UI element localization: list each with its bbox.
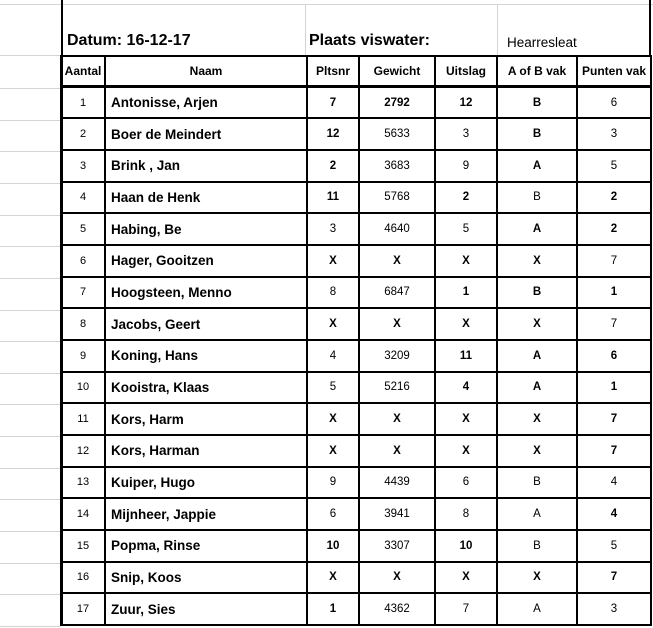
cell-punten[interactable]: 6 [577, 87, 651, 119]
cell-aantal[interactable]: 16 [61, 562, 105, 594]
cell-pltsnr[interactable]: X [307, 245, 359, 277]
col-header-a-of-b-vak[interactable]: A of B vak [497, 56, 577, 87]
gridline [0, 404, 61, 405]
cell-pltsnr[interactable]: 1 [307, 593, 359, 625]
col-header-aantal[interactable]: Aantal [61, 56, 105, 87]
cell-naam[interactable]: Kuiper, Hugo [105, 467, 307, 499]
results-table-wrap [60, 55, 652, 626]
cell-punten[interactable]: 7 [577, 308, 651, 340]
cell-pltsnr[interactable]: 10 [307, 530, 359, 562]
cell-naam[interactable]: Hoogsteen, Menno [105, 277, 307, 309]
cell-gewicht[interactable]: X [359, 308, 435, 340]
cell-pltsnr[interactable]: X [307, 435, 359, 467]
cell-vak[interactable]: X [497, 245, 577, 277]
cell-punten[interactable]: 2 [577, 182, 651, 214]
cell-vak[interactable]: B [497, 118, 577, 150]
cell-aantal[interactable]: 12 [61, 435, 105, 467]
cell-punten[interactable]: 3 [577, 593, 651, 625]
table-row [61, 118, 651, 150]
cell-aantal[interactable]: 1 [61, 87, 105, 119]
cell-aantal[interactable]: 11 [61, 403, 105, 435]
cell-vak[interactable]: X [497, 562, 577, 594]
cell-naam[interactable]: Hager, Gooitzen [105, 245, 307, 277]
cell-uitslag[interactable]: X [435, 403, 497, 435]
gridline [0, 531, 61, 532]
cell-naam[interactable]: Haan de Henk [105, 182, 307, 214]
cell-aantal[interactable]: 2 [61, 118, 105, 150]
cell-pltsnr[interactable]: 4 [307, 340, 359, 372]
cell-uitslag[interactable]: 5 [435, 213, 497, 245]
cell-aantal[interactable]: 8 [61, 308, 105, 340]
header-row [61, 56, 651, 87]
cell-gewicht[interactable]: 2792 [359, 87, 435, 119]
gridline [0, 55, 61, 56]
gridline [0, 499, 61, 500]
cell-pltsnr[interactable]: X [307, 308, 359, 340]
gridline [0, 183, 61, 184]
cell-pltsnr[interactable]: 7 [307, 87, 359, 119]
cell-uitslag[interactable]: X [435, 245, 497, 277]
cell-punten[interactable]: 1 [577, 277, 651, 309]
cell-punten[interactable]: 4 [577, 498, 651, 530]
datum-cell[interactable] [63, 4, 305, 55]
cell-vak[interactable]: B [497, 182, 577, 214]
cell-gewicht[interactable]: X [359, 435, 435, 467]
table-row [61, 245, 651, 277]
cell-gewicht[interactable]: 4362 [359, 593, 435, 625]
cell-uitslag[interactable]: 11 [435, 340, 497, 372]
cell-punten[interactable]: 1 [577, 372, 651, 404]
cell-gewicht[interactable]: 5216 [359, 372, 435, 404]
cell-vak[interactable]: X [497, 308, 577, 340]
gridline [0, 468, 61, 469]
cell-uitslag[interactable]: 9 [435, 150, 497, 182]
cell-gewicht[interactable]: 3683 [359, 150, 435, 182]
gridline [0, 278, 61, 279]
table-row [61, 87, 651, 119]
cell-uitslag[interactable]: 1 [435, 277, 497, 309]
cell-gewicht[interactable]: 6847 [359, 277, 435, 309]
cell-gewicht[interactable]: X [359, 245, 435, 277]
cell-gewicht[interactable]: 3307 [359, 530, 435, 562]
cell-gewicht[interactable]: 4640 [359, 213, 435, 245]
cell-naam[interactable]: Snip, Koos [105, 562, 307, 594]
cell-vak[interactable]: A [497, 213, 577, 245]
gridline [0, 436, 61, 437]
cell-aantal[interactable]: 3 [61, 150, 105, 182]
cell-vak[interactable]: A [497, 498, 577, 530]
table-row [61, 403, 651, 435]
cell-aantal[interactable]: 17 [61, 593, 105, 625]
cell-aantal[interactable]: 15 [61, 530, 105, 562]
plaats-viswater-label: Plaats viswater: [309, 32, 430, 49]
gridline [0, 594, 61, 595]
table-row [61, 498, 651, 530]
table-row [61, 150, 651, 182]
gridline [0, 246, 61, 247]
cell-vak[interactable]: A [497, 593, 577, 625]
cell-naam[interactable]: Popma, Rinse [105, 530, 307, 562]
cell-naam[interactable]: Zuur, Sies [105, 593, 307, 625]
table-right-border [649, 0, 651, 56]
table-row [61, 467, 651, 499]
gridline [0, 151, 61, 152]
cell-vak[interactable]: A [497, 340, 577, 372]
cell-vak[interactable]: B [497, 87, 577, 119]
cell-naam[interactable]: Koning, Hans [105, 340, 307, 372]
cell-naam[interactable]: Habing, Be [105, 213, 307, 245]
cell-aantal[interactable]: 9 [61, 340, 105, 372]
datum-row [63, 4, 649, 55]
cell-vak[interactable]: B [497, 277, 577, 309]
col-header-pltsnr[interactable]: Pltsnr [307, 56, 359, 87]
cell-uitslag[interactable]: X [435, 562, 497, 594]
cell-vak[interactable]: B [497, 467, 577, 499]
table-row [61, 308, 651, 340]
cell-vak[interactable]: A [497, 150, 577, 182]
col-header-uitslag[interactable]: Uitslag [435, 56, 497, 87]
viswater-name-cell[interactable] [497, 4, 649, 55]
cell-gewicht[interactable]: 3941 [359, 498, 435, 530]
gridline [0, 310, 61, 311]
table-row [61, 213, 651, 245]
cell-vak[interactable]: A [497, 372, 577, 404]
cell-naam[interactable]: Boer de Meindert [105, 118, 307, 150]
cell-pltsnr[interactable]: X [307, 403, 359, 435]
cell-vak[interactable]: B [497, 530, 577, 562]
cell-uitslag[interactable]: 12 [435, 87, 497, 119]
datum-label: Datum: 16-12-17 [67, 32, 191, 49]
cell-uitslag[interactable]: 6 [435, 467, 497, 499]
viswater-name: Hearresleat [507, 35, 577, 50]
gridline [0, 626, 61, 627]
cell-punten[interactable]: 7 [577, 245, 651, 277]
gridline [0, 341, 61, 342]
table-row [61, 530, 651, 562]
cell-gewicht[interactable]: 5768 [359, 182, 435, 214]
cell-pltsnr[interactable]: 3 [307, 213, 359, 245]
cell-naam[interactable]: Jacobs, Geert [105, 308, 307, 340]
cell-naam[interactable]: Kors, Harm [105, 403, 307, 435]
cell-punten[interactable]: 4 [577, 467, 651, 499]
cell-punten[interactable]: 3 [577, 118, 651, 150]
cell-punten[interactable]: 6 [577, 340, 651, 372]
results-table [60, 55, 652, 626]
gridline [0, 563, 61, 564]
table-body [61, 87, 651, 626]
table-row [61, 593, 651, 625]
cell-pltsnr[interactable]: X [307, 562, 359, 594]
cell-uitslag[interactable]: 3 [435, 118, 497, 150]
cell-gewicht[interactable]: X [359, 562, 435, 594]
cell-gewicht[interactable]: 3209 [359, 340, 435, 372]
table-row [61, 277, 651, 309]
table-row [61, 182, 651, 214]
table-row [61, 340, 651, 372]
cell-punten[interactable]: 5 [577, 530, 651, 562]
plaats-viswater-cell[interactable] [305, 4, 497, 55]
cell-pltsnr[interactable]: 6 [307, 498, 359, 530]
cell-pltsnr[interactable]: 2 [307, 150, 359, 182]
cell-uitslag[interactable]: X [435, 308, 497, 340]
cell-gewicht[interactable]: 5633 [359, 118, 435, 150]
gridline [0, 120, 61, 121]
cell-naam[interactable]: Kooistra, Klaas [105, 372, 307, 404]
cell-aantal[interactable]: 7 [61, 277, 105, 309]
cell-punten[interactable]: 7 [577, 562, 651, 594]
cell-uitslag[interactable]: 2 [435, 182, 497, 214]
cell-vak[interactable]: X [497, 403, 577, 435]
col-header-naam[interactable]: Naam [105, 56, 307, 87]
cell-aantal[interactable]: 13 [61, 467, 105, 499]
cell-uitslag[interactable]: X [435, 435, 497, 467]
cell-punten[interactable]: 5 [577, 150, 651, 182]
cell-punten[interactable]: 7 [577, 435, 651, 467]
cell-gewicht[interactable]: X [359, 403, 435, 435]
table-row [61, 372, 651, 404]
cell-uitslag[interactable]: 8 [435, 498, 497, 530]
cell-aantal[interactable]: 14 [61, 498, 105, 530]
cell-punten[interactable]: 7 [577, 403, 651, 435]
col-header-gewicht[interactable]: Gewicht [359, 56, 435, 87]
gridline [0, 215, 61, 216]
col-header-punten-vak[interactable]: Punten vak [577, 56, 651, 87]
cell-naam[interactable]: Mijnheer, Jappie [105, 498, 307, 530]
cell-pltsnr[interactable]: 9 [307, 467, 359, 499]
gridline [0, 373, 61, 374]
cell-gewicht[interactable]: 4439 [359, 467, 435, 499]
cell-naam[interactable]: Brink , Jan [105, 150, 307, 182]
cell-uitslag[interactable]: 7 [435, 593, 497, 625]
cell-uitslag[interactable]: 10 [435, 530, 497, 562]
cell-pltsnr[interactable]: 11 [307, 182, 359, 214]
cell-pltsnr[interactable]: 12 [307, 118, 359, 150]
gridline [0, 88, 61, 89]
cell-uitslag[interactable]: 4 [435, 372, 497, 404]
table-row [61, 435, 651, 467]
cell-aantal[interactable]: 4 [61, 182, 105, 214]
cell-naam[interactable]: Antonisse, Arjen [105, 87, 307, 119]
cell-punten[interactable]: 2 [577, 213, 651, 245]
table-row [61, 562, 651, 594]
cell-aantal[interactable]: 5 [61, 213, 105, 245]
cell-aantal[interactable]: 10 [61, 372, 105, 404]
cell-vak[interactable]: X [497, 435, 577, 467]
cell-pltsnr[interactable]: 8 [307, 277, 359, 309]
cell-aantal[interactable]: 6 [61, 245, 105, 277]
cell-pltsnr[interactable]: 5 [307, 372, 359, 404]
cell-naam[interactable]: Kors, Harman [105, 435, 307, 467]
